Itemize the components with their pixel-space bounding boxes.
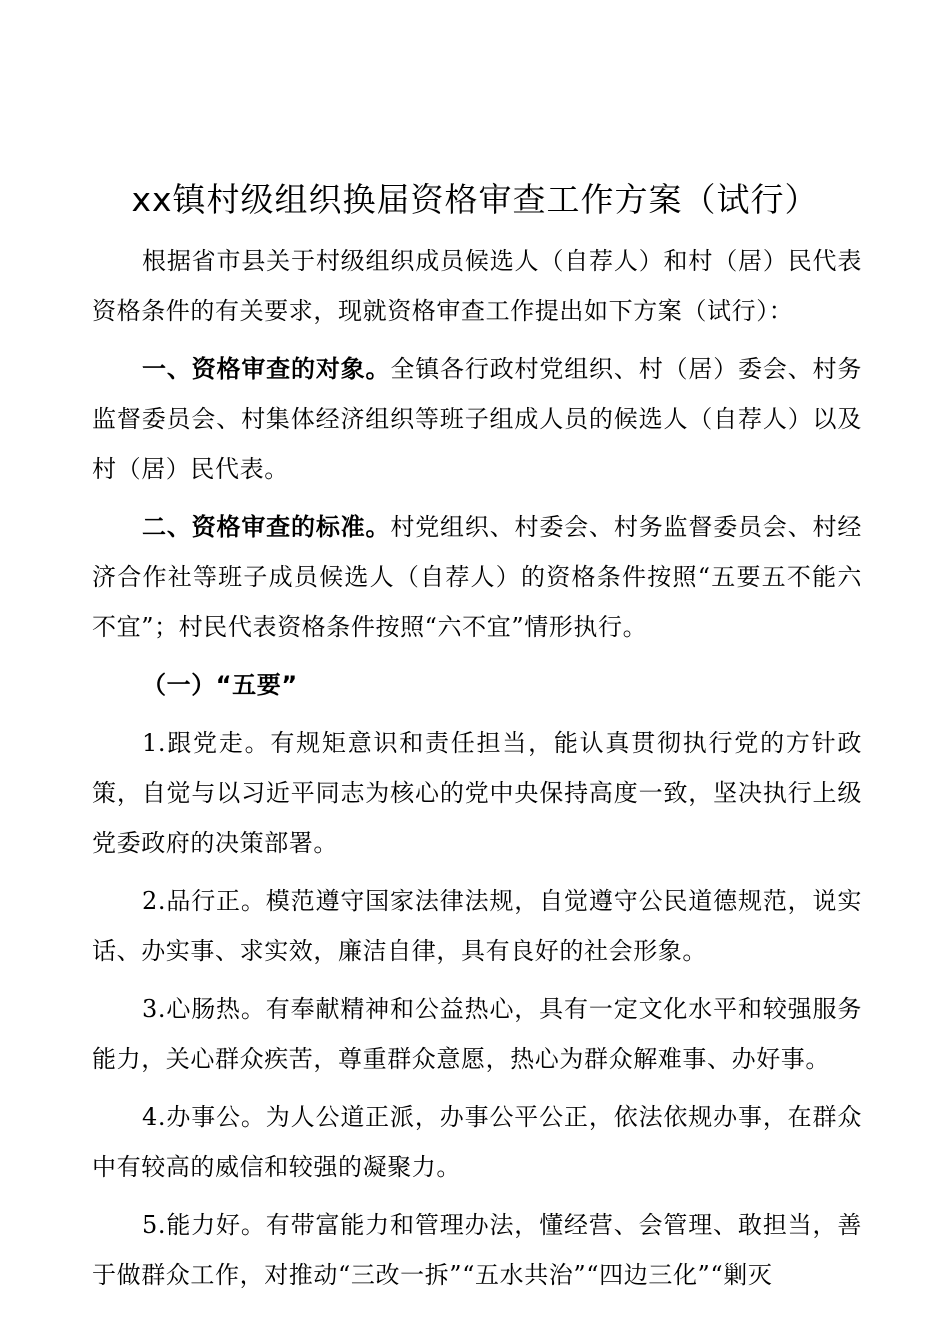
list-item: 1.跟党走。有规矩意识和责任担当，能认真贯彻执行党的方针政策，自觉与以习近平同志为核心的党中央保持高度一致，坚决执行上级党委政府的决策部署。 (92, 729, 862, 857)
list-item: 5.能力好。有带富能力和管理办法，懂经营、会管理、敢担当，善于做群众工作，对推动“三改一拆”“五水共治”“四边三化”“剿灭 (92, 1211, 862, 1289)
section-one-heading: 一、资格审查的对象。 (142, 355, 391, 383)
section-one-text: 全镇各行政村党组织、村（居）委会、村务监督委员会、村集体经济组织等班子组成人员的候选人（自荐人）以及村（居）民代表。 (92, 355, 862, 483)
section-one-paragraph (92, 344, 862, 494)
list-item: 4.办事公。为人公道正派，办事公平公正，依法依规办事，在群众中有较高的威信和较强的凝聚力。 (92, 1103, 862, 1181)
section-two-heading: 二、资格审查的标准。 (142, 513, 391, 541)
list-item: 2.品行正。模范遵守国家法律法规，自觉遵守公民道德规范，说实话、办实事、求实效，廉洁自律，具有良好的社会形象。 (92, 887, 862, 965)
subsection-one-heading: （一）“五要” (142, 671, 298, 699)
intro-paragraph: 根据省市县关于村级组织成员候选人（自荐人）和村（居）民代表资格条件的有关要求，现就资格审查工作提出如下方案（试行）： (92, 247, 862, 325)
section-two-paragraph (92, 502, 862, 652)
document-title: xx镇村级组织换届资格审查工作方案（试行） (131, 180, 819, 219)
section-two-text: 村党组织、村委会、村务监督委员会、村经济合作社等班子成员候选人（自荐人）的资格条件按照“五要五不能六不宜”；村民代表资格条件按照“六不宜”情形执行。 (92, 513, 862, 641)
list-item: 3.心肠热。有奉献精神和公益热心，具有一定文化水平和较强服务能力，关心群众疾苦，尊重群众意愿，热心为群众解难事、办好事。 (92, 995, 862, 1073)
document-body (92, 236, 862, 1300)
